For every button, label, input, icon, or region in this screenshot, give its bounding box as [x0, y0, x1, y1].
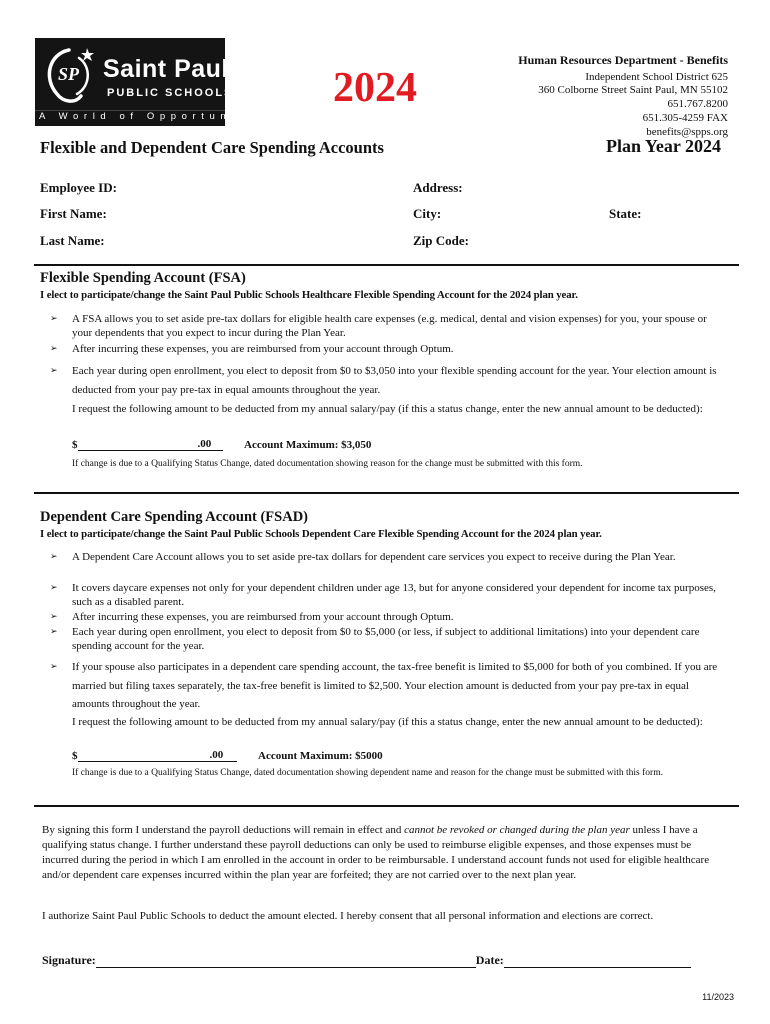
fsad-account-maximum: Account Maximum: $5000	[258, 750, 383, 762]
fsad-bullet: ➢ Each year during open enrollment, you elect to deposit from $0 to $5,000 (or less, if subject to additional limitations) into your dependent care spending account for the year.	[50, 626, 700, 652]
fsa-account-maximum: Account Maximum: $3,050	[244, 439, 372, 451]
arrow-bullet-icon: ➢	[50, 344, 58, 354]
arrow-bullet-icon: ➢	[50, 314, 58, 324]
arrow-bullet-icon: ➢	[50, 552, 58, 562]
city-field[interactable]: City:	[413, 206, 442, 221]
hr-title: Human Resources Department - Benefits	[518, 53, 728, 67]
fsa-bullet: ➢ Each year during open enrollment, you elect to deposit from $0 to $3,050 into your flexible spending account for the year. Your election amount is deducted from your pay pre-tax in equal amounts throughout the year.	[72, 362, 722, 400]
hr-contact-block	[518, 54, 728, 139]
fsa-qualifying-note: If change is due to a Qualifying Status Change, dated documentation showing reason for the change must be submitted with this form.	[72, 459, 583, 469]
fsa-amount-line: $ .00 Account Maximum: $3,050	[72, 438, 372, 451]
fsa-request-text: I request the following amount to be deducted from my annual salary/pay (if this a status change, enter the new annual amount to be deducted):	[72, 403, 703, 415]
fsad-bullet: ➢ A Dependent Care Account allows you to set aside pre-tax dollars for dependent care services you expect to receive during the Plan Year.	[50, 551, 676, 563]
arrow-bullet-icon: ➢	[50, 583, 58, 593]
authorize-paragraph: I authorize Saint Paul Public Schools to deduct the amount elected. I hereby consent that all personal information and elections are correct.	[42, 910, 654, 922]
fsad-bullet: ➢ It covers daycare expenses not only for your dependent children under age 13, but for anyone considered your dependent for income tax purposes, such as a disabled parent.	[50, 582, 716, 608]
section-divider	[34, 805, 739, 807]
form-title: Flexible and Dependent Care Spending Accounts	[40, 138, 384, 157]
arrow-bullet-icon: ➢	[50, 366, 58, 376]
signature-row	[42, 953, 691, 968]
arrow-bullet-icon: ➢	[50, 612, 58, 622]
section-divider	[34, 492, 739, 494]
fsad-amount-line: $ .00 Account Maximum: $5000	[72, 749, 383, 762]
fsad-bullet: ➢ If your spouse also participates in a dependent care spending account, the tax-free benefit is limited to $5,000 for both of you combined. If you are married but filing taxes separately, the tax-free benefit is limited to $2,500. Your election amount is deducted from your pay pre-tax in equal amounts throughout the year.	[72, 658, 722, 714]
fsad-request-text: I request the following amount to be deducted from my annual salary/pay (if this a status change, enter the new annual amount to be deducted):	[72, 716, 703, 728]
fsa-elect-statement: I elect to participate/change the Saint Paul Public Schools Healthcare Flexible Spending Account for the 2024 plan year.	[40, 289, 578, 301]
hr-email: benefits@spps.org	[646, 125, 728, 138]
fsa-amount-input[interactable]	[78, 439, 198, 451]
fsad-qualifying-note: If change is due to a Qualifying Status Change, dated documentation showing dependent name and reason for the change must be submitted with this form.	[72, 768, 663, 778]
signature-label: Signature:	[42, 953, 96, 967]
date-label: Date:	[475, 953, 504, 967]
revision-date: 11/2023	[702, 992, 734, 1002]
hr-line: 651.767.8200	[667, 98, 728, 111]
last-name-field[interactable]: Last Name:	[40, 233, 105, 248]
fsa-section-title: Flexible Spending Account (FSA)	[40, 270, 246, 286]
date-input[interactable]	[504, 955, 691, 968]
fsad-amount-input[interactable]	[78, 750, 210, 762]
address-field[interactable]: Address:	[413, 180, 463, 195]
logo-subtitle: PUBLIC SCHOOLS	[107, 87, 234, 99]
agreement-paragraph: By signing this form I understand the payroll deductions will remain in effect and cannot be revoked or changed during the plan year unless I have a qualifying status change. I further understand these payroll deductions can only be used to reimburse eligible expenses, and those expenses must be incurred during the period in which I am enrolled in the account in order to be reimbursable. I understand account funds not used for eligible healthcare and/or dependent care expenses incurred within the plan year are forfeited; they are not carried over to the next plan year.	[42, 824, 710, 881]
signature-input[interactable]	[96, 955, 476, 968]
first-name-field[interactable]: First Name:	[40, 206, 107, 221]
hr-line: 651.305-4259 FAX	[642, 111, 728, 124]
arrow-bullet-icon: ➢	[50, 662, 58, 672]
plan-year: Plan Year 2024	[606, 136, 721, 156]
spp-swoosh-icon	[39, 44, 97, 108]
fsad-bullet: ➢ After incurring these expenses, you are reimbursed from your account through Optum.	[50, 611, 454, 623]
hr-line: Independent School District 625	[585, 70, 728, 83]
employee-id-field[interactable]: Employee ID:	[40, 180, 117, 195]
fsa-bullet: ➢ A FSA allows you to set aside pre-tax dollars for eligible health care expenses (e.g. medical, dental and vision expenses) for you, your spouse or your dependents that you expect to incur during the Plan Year.	[50, 313, 707, 339]
fsa-bullet: ➢ After incurring these expenses, you are reimbursed from your account through Optum.	[50, 343, 454, 355]
state-field[interactable]: State:	[609, 206, 642, 221]
fsad-elect-statement: I elect to participate/change the Saint Paul Public Schools Dependent Care Flexible Spending Account for the 2024 plan year.	[40, 528, 602, 540]
logo-tagline: A World of Opportunities	[39, 111, 277, 122]
logo-name: Saint Paul	[103, 55, 229, 83]
hr-line: 360 Colborne Street Saint Paul, MN 55102	[538, 84, 728, 97]
zip-code-field[interactable]: Zip Code:	[413, 233, 469, 248]
fsad-section-title: Dependent Care Spending Account (FSAD)	[40, 509, 309, 525]
agreement-emphasis: cannot be revoked or changed during the plan year	[404, 824, 630, 836]
school-logo	[35, 38, 277, 126]
arrow-bullet-icon: ➢	[50, 627, 58, 637]
year-heading: 2024	[333, 65, 417, 111]
section-divider	[34, 264, 739, 266]
svg-text:SP: SP	[58, 64, 80, 84]
